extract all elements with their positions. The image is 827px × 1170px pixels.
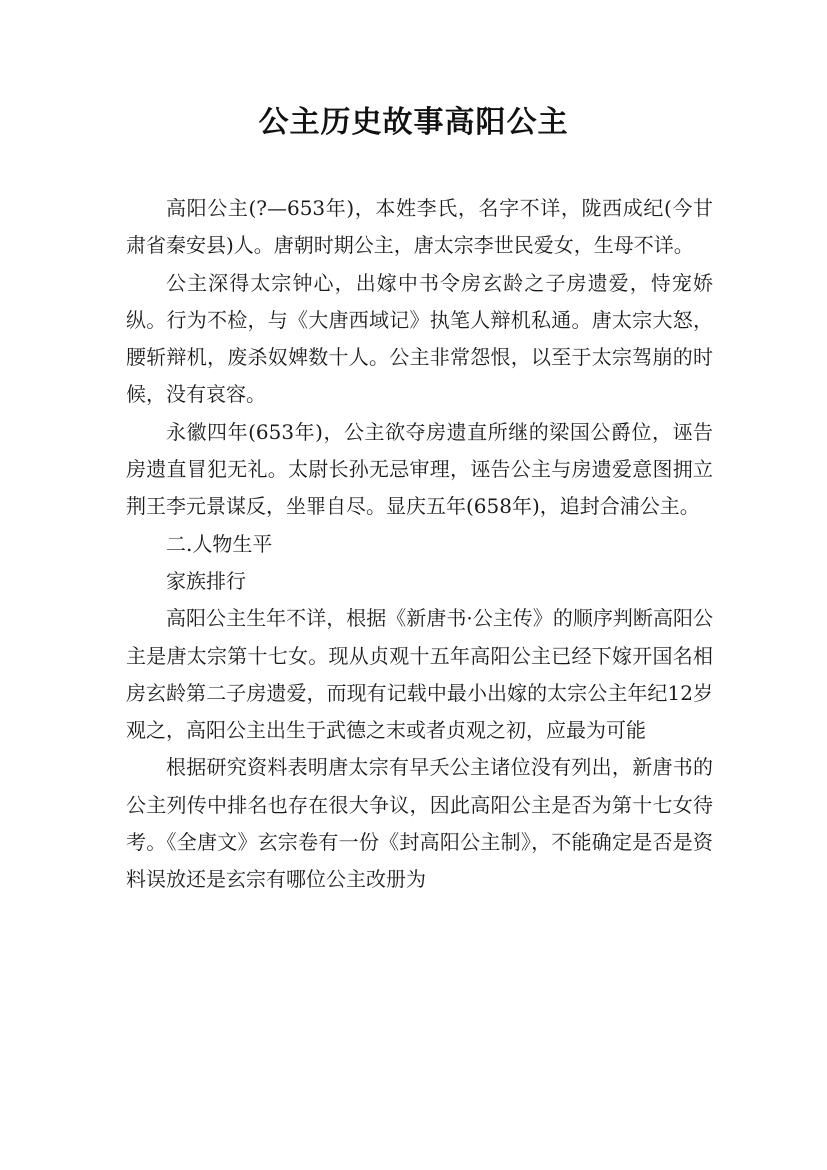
document-body	[126, 190, 713, 899]
document-title: 公主历史故事高阳公主	[258, 105, 569, 140]
subsection-heading-family-rank: 家族排行	[166, 568, 246, 593]
paragraph-yonghui: 永徽四年(653年)，公主欲夺房遗直所继的梁国公爵位，诬告房遗直冒犯无礼。太尉长孙无忌审理，诬告公主与房遗爱意图拥立荆王李元景谋反，坐罪自尽。显庆五年(658年)，追封合浦公主。	[126, 419, 713, 519]
paragraph-birth-order: 高阳公主生年不详，根据《新唐书·公主传》的顺序判断高阳公主是唐太宗第十七女。现从贞观十五年高阳公主已经下嫁开国名相房玄龄第二子房遗爱，而现有记载中最小出嫁的太宗公主年纪12岁观之，高阳公主出生于武德之末或者贞观之初，应最为可能	[126, 606, 713, 743]
section-heading-life: 二.人物生平	[166, 531, 273, 556]
paragraph-marriage: 公主深得太宗钟心，出嫁中书令房玄龄之子房遗爱，恃宠娇纵。行为不检，与《大唐西域记》执笔人辩机私通。唐太宗大怒，腰斩辩机，废杀奴婢数十人。公主非常怨恨，以至于太宗驾崩的时候，没有哀容。	[126, 270, 713, 407]
paragraph-intro: 高阳公主(?—653年)，本姓李氏，名字不详，陇西成纪(今甘肃省秦安县)人。唐朝时期公主，唐太宗李世民爱女，生母不详。	[126, 196, 713, 258]
paragraph-research: 根据研究资料表明唐太宗有早夭公主诸位没有列出，新唐书的公主列传中排名也存在很大争议，因此高阳公主是否为第十七女待考。《全唐文》玄宗卷有一份《封高阳公主制》，不能确定是否是资料误放还是玄宗有哪位公主改册为	[126, 755, 713, 892]
